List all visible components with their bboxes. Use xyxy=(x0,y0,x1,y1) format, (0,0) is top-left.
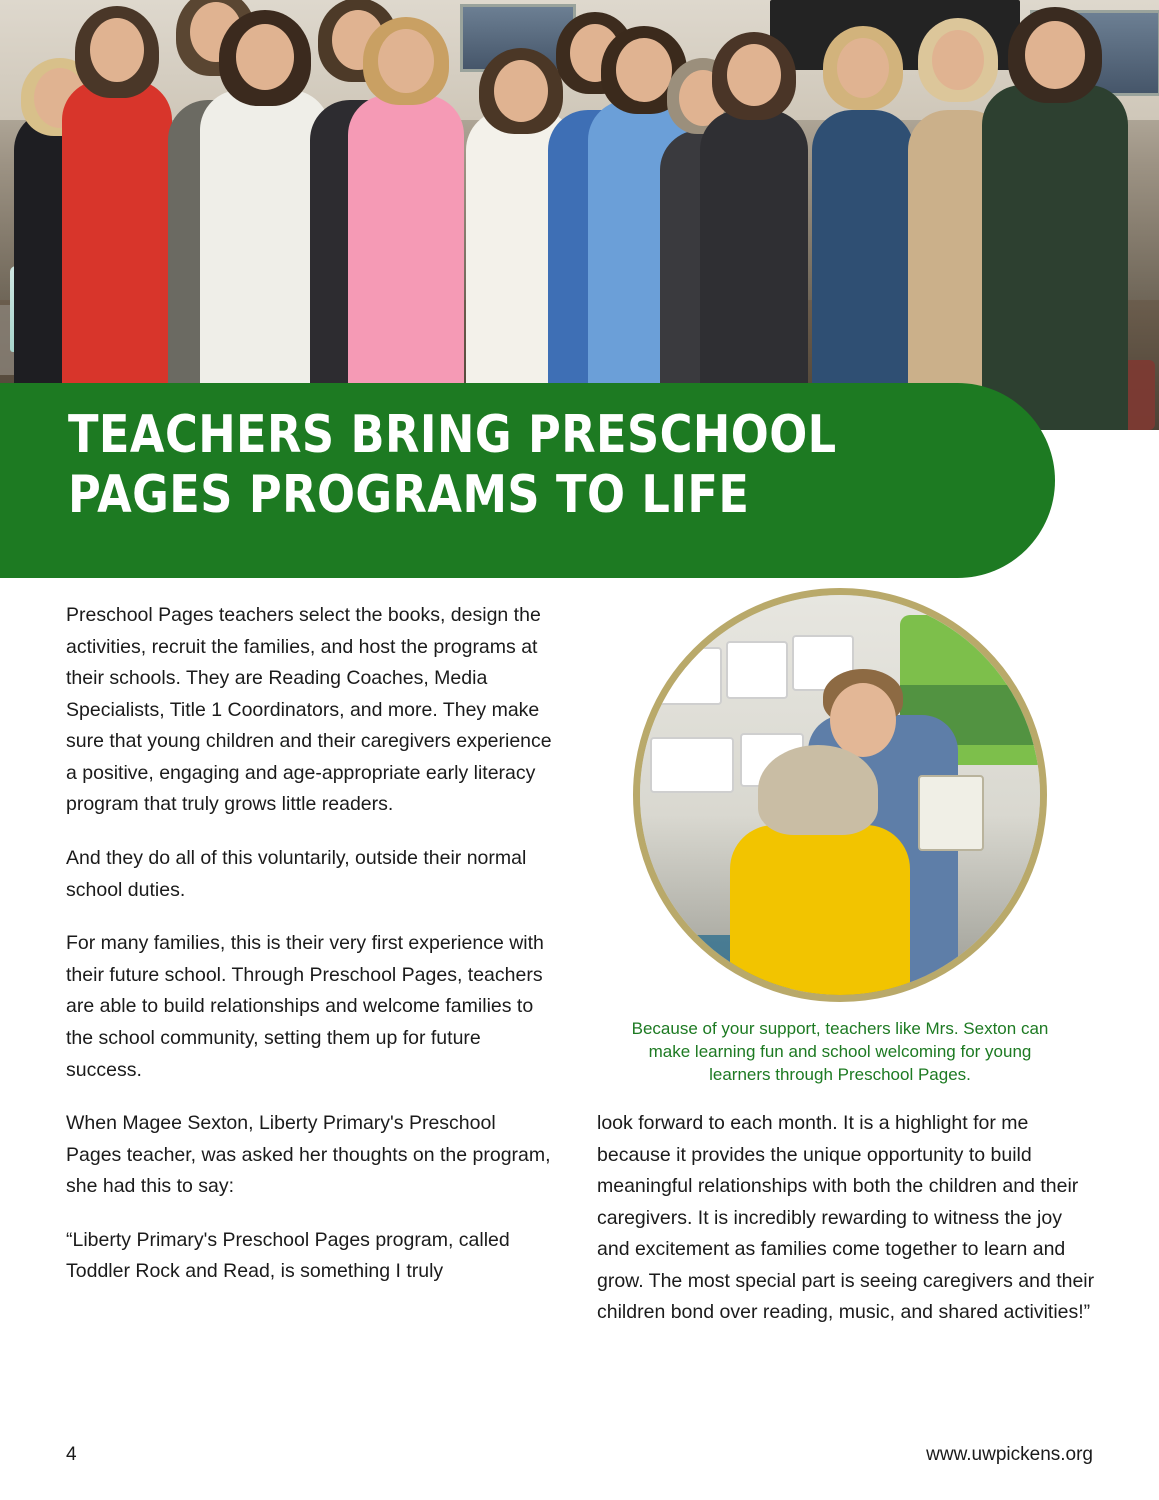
head xyxy=(90,18,144,82)
person-12 xyxy=(812,110,914,430)
head xyxy=(236,24,294,90)
child-paper-hat xyxy=(758,745,878,835)
head xyxy=(378,29,434,93)
head xyxy=(932,30,984,90)
wall-card-4 xyxy=(650,737,734,793)
head xyxy=(616,38,672,102)
wall-card-1 xyxy=(658,647,722,705)
paragraph: And they do all of this voluntarily, outside their normal school duties. xyxy=(66,847,527,901)
paragraph: “Liberty Primary's Preschool Pages program, called Toddler Rock and Read, is something I truly xyxy=(66,1228,510,1283)
head xyxy=(494,60,548,122)
head xyxy=(727,44,781,106)
page-title: TEACHERS BRING PRESCHOOL PAGES PROGRAMS TO LIFE xyxy=(68,405,837,526)
classroom-photo xyxy=(633,588,1047,1002)
paragraph: Preschool Pages teachers select the books, design the activities, recruit the families, and host the programs at their schools. They are Reading Coaches, Media Specialists, Title 1 Coordinators, and more. They make sure that young children and their caregivers experience a positive, engaging and age-appropriate early literacy program that truly grows little readers. xyxy=(66,604,552,816)
person-14 xyxy=(982,85,1128,430)
head xyxy=(837,38,889,98)
wall-card-2 xyxy=(726,641,788,699)
page-number: 4 xyxy=(66,1444,77,1465)
paragraph: When Magee Sexton, Liberty Primary's Preschool Pages teacher, was asked her thoughts on the program, she had this to say: xyxy=(66,1112,551,1198)
teacher-head xyxy=(830,683,896,757)
head xyxy=(1025,21,1085,89)
person-11 xyxy=(700,110,808,430)
child-figure xyxy=(730,825,910,1002)
hero-photo xyxy=(0,0,1159,430)
person-6 xyxy=(348,95,464,430)
footer-website: www.uwpickens.org xyxy=(926,1444,1093,1465)
paragraph: look forward to each month. It is a highlight for me because it provides the unique opportunity to build meaningful relationships with both the children and their caregivers. It is incredibly rewarding to witness the joy and excitement as families come together to learn and grow. The most special part is seeing caregivers and their children bond over reading, music, and shared activities!” xyxy=(597,1112,1095,1324)
article-left-column xyxy=(66,600,556,1310)
picture-book xyxy=(918,775,984,851)
person-2 xyxy=(62,80,172,430)
headline-banner xyxy=(0,383,1055,578)
article-right-column xyxy=(597,1108,1097,1329)
paragraph: For many families, this is their very first experience with their future school. Through Preschool Pages, teachers are able to build relationships and welcome families to the school community, setting them up for future success. xyxy=(66,932,544,1081)
photo-caption: Because of your support, teachers like Mrs. Sexton can make learning fun and school welcoming for young learners through Preschool Pages. xyxy=(631,1019,1049,1084)
